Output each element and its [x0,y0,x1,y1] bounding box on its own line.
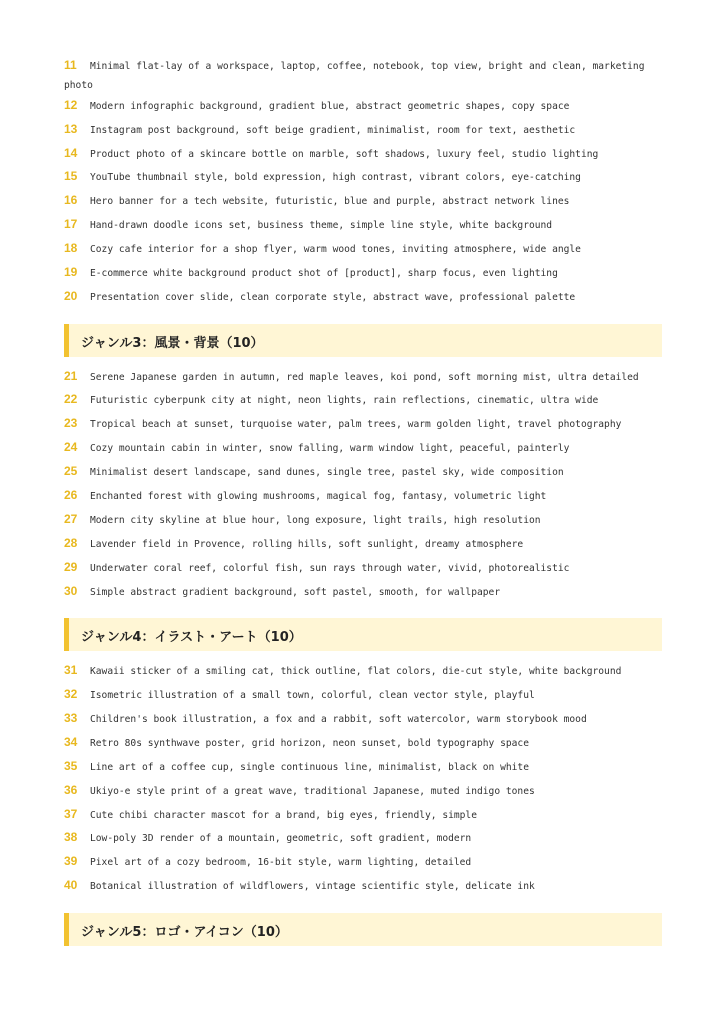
list-item [64,510,662,529]
item-text: Minimalist desert landscape, sand dunes, single tree, pastel sky, wide composition [90,467,564,478]
list-item [64,828,662,847]
item-number: 28 [64,536,78,550]
item-text: Isometric illustration of a small town, colorful, clean vector style, playful [90,690,535,701]
list-item [64,167,662,186]
list-item [64,781,662,800]
list-item [64,144,662,163]
item-number: 11 [64,58,77,72]
item-text: Serene Japanese garden in autumn, red maple leaves, koi pond, soft morning mist, ultra detailed [90,372,639,383]
item-number: 36 [64,783,78,797]
item-text: Line art of a coffee cup, single continuous line, minimalist, black on white [90,762,529,773]
item-text: Cozy mountain cabin in winter, snow falling, warm window light, peaceful, painterly [90,443,570,454]
item-number: 24 [64,440,78,454]
list-item [64,852,662,871]
list-item [64,56,662,94]
list-item [64,709,662,728]
list-item [64,287,662,306]
item-number: 39 [64,854,78,868]
list-item [64,390,662,409]
item-text: Lavender field in Provence, rolling hills, soft sunlight, dreamy atmosphere [90,539,524,550]
item-text: Children's book illustration, a fox and a rabbit, soft watercolor, warm storybook mood [90,714,587,725]
list-item [64,876,662,895]
list-item [64,661,662,680]
item-number: 30 [64,584,78,598]
item-number: 14 [64,146,78,160]
item-text: Presentation cover slide, clean corporate style, abstract wave, professional palette [90,292,576,303]
item-number: 12 [64,98,78,112]
item-number: 25 [64,464,78,478]
item-number: 18 [64,241,78,255]
list-item [64,120,662,139]
item-number: 23 [64,416,78,430]
item-number: 20 [64,289,78,303]
list-item [64,438,662,457]
item-text: Tropical beach at sunset, turquoise water, palm trees, warm golden light, travel photography [90,419,622,430]
item-number: 35 [64,759,78,773]
item-text: Minimal flat-lay of a workspace, laptop, coffee, notebook, top view, bright and clean, marketing photo [64,61,645,91]
list-item [64,263,662,282]
item-text: Instagram post background, soft beige gradient, minimalist, room for text, aesthetic [90,125,576,136]
item-text: Hand-drawn doodle icons set, business theme, simple line style, white background [90,220,553,231]
list-item [64,367,662,386]
item-number: 34 [64,735,78,749]
item-text: Cute chibi character mascot for a brand, big eyes, friendly, simple [90,810,477,821]
genre-header [64,324,662,357]
item-number: 16 [64,193,78,207]
list-item [64,239,662,258]
genre-header [64,618,662,651]
item-number: 32 [64,687,78,701]
item-text: Ukiyo-e style print of a great wave, traditional Japanese, muted indigo tones [90,786,535,797]
item-number: 33 [64,711,78,725]
item-number: 40 [64,878,78,892]
list-item [64,733,662,752]
item-number: 22 [64,392,78,406]
genre-title: ジャンル3：風景・背景（10） [81,336,264,351]
item-text: E-commerce white background product shot of [product], sharp focus, even lighting [90,268,558,279]
list-item [64,757,662,776]
item-text: Kawaii sticker of a smiling cat, thick outline, flat colors, die-cut style, white background [90,666,622,677]
genre-title: ジャンル5：ロゴ・アイコン（10） [81,925,288,940]
genre-title: ジャンル4：イラスト・アート（10） [81,630,302,645]
item-number: 19 [64,265,78,279]
item-number: 13 [64,122,78,136]
item-text: Futuristic cyberpunk city at night, neon lights, rain reflections, cinematic, ultra wide [90,395,599,406]
item-text: Enchanted forest with glowing mushrooms, magical fog, fantasy, volumetric light [90,491,547,502]
item-number: 37 [64,807,78,821]
list-item [64,534,662,553]
list-item [64,558,662,577]
list-item [64,96,662,115]
item-number: 29 [64,560,78,574]
item-number: 26 [64,488,78,502]
list-item [64,582,662,601]
item-text: Simple abstract gradient background, soft pastel, smooth, for wallpaper [90,587,501,598]
item-text: YouTube thumbnail style, bold expression, high contrast, vibrant colors, eye-catching [90,172,581,183]
item-text: Product photo of a skincare bottle on marble, soft shadows, luxury feel, studio lighting [90,149,599,160]
list-item [64,685,662,704]
item-text: Underwater coral reef, colorful fish, sun rays through water, vivid, photorealistic [90,563,570,574]
list-item [64,486,662,505]
item-text: Cozy cafe interior for a shop flyer, warm wood tones, inviting atmosphere, wide angle [90,244,581,255]
item-number: 31 [64,663,78,677]
item-text: Retro 80s synthwave poster, grid horizon, neon sunset, bold typography space [90,738,529,749]
list-item [64,414,662,433]
item-number: 17 [64,217,78,231]
item-number: 27 [64,512,78,526]
item-text: Pixel art of a cozy bedroom, 16-bit style, warm lighting, detailed [90,857,472,868]
item-text: Hero banner for a tech website, futuristic, blue and purple, abstract network lines [90,196,570,207]
item-text: Low-poly 3D render of a mountain, geometric, soft gradient, modern [90,833,472,844]
item-number: 38 [64,830,78,844]
list-item [64,462,662,481]
genre-header [64,913,662,946]
list-item [64,191,662,210]
item-text: Botanical illustration of wildflowers, vintage scientific style, delicate ink [90,881,535,892]
item-number: 21 [64,369,78,383]
item-text: Modern city skyline at blue hour, long exposure, light trails, high resolution [90,515,541,526]
list-item [64,805,662,824]
item-number: 15 [64,169,78,183]
list-item [64,215,662,234]
item-text: Modern infographic background, gradient blue, abstract geometric shapes, copy space [90,101,570,112]
